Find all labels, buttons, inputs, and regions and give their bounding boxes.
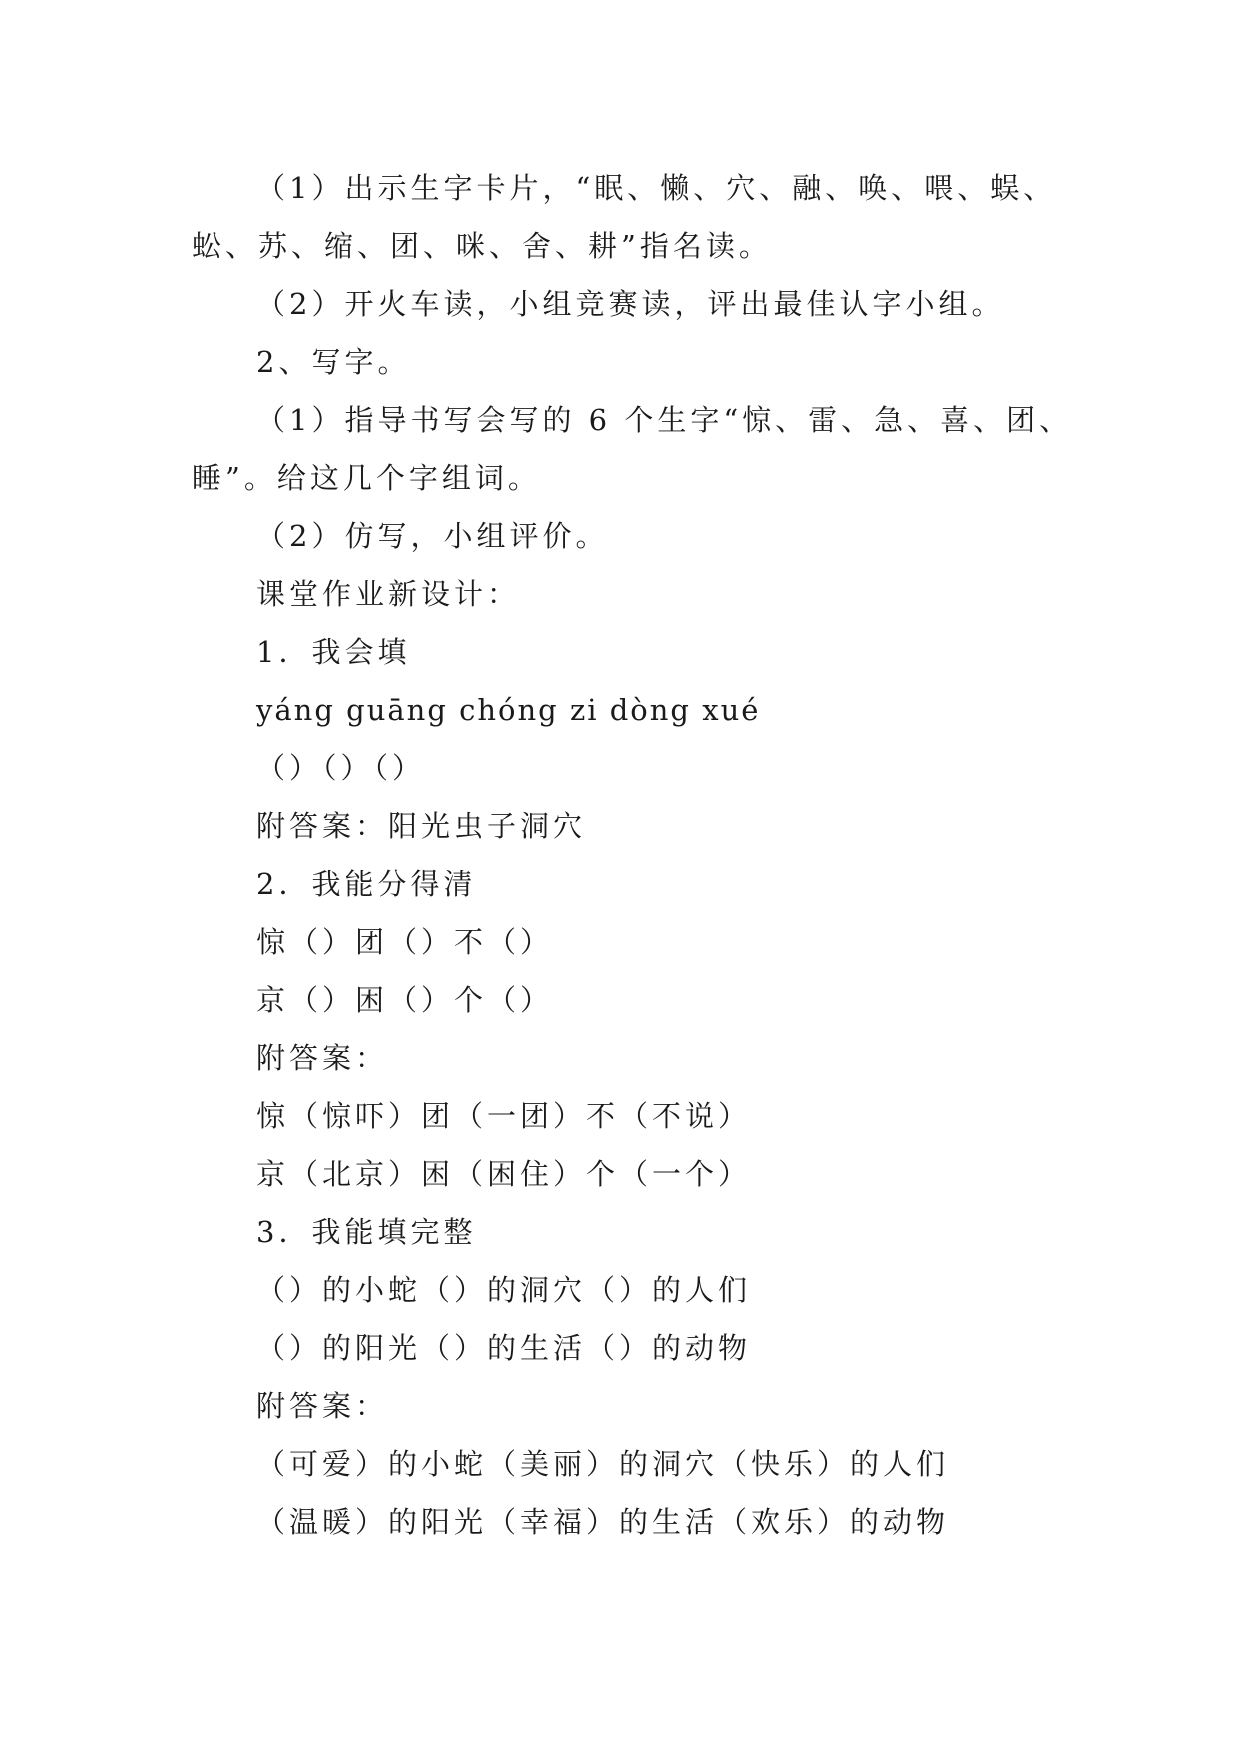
answer-line: 附答案：阳光虫子洞穴 [256, 809, 587, 843]
paragraph-line: （1）指导书写会写的 6 个生字“惊、雷、急、喜、团、 [256, 403, 1073, 437]
answer-label: 附答案： [256, 1389, 389, 1423]
paragraph-line: （2）仿写，小组评价。 [256, 519, 609, 553]
paragraph-line: 睡”。给这几个字组词。 [192, 461, 541, 495]
paragraph-line: （1）出示生字卡片，“眠、懒、穴、融、唤、喂、蜈、 [256, 171, 1057, 205]
pinyin-line: yáng guāng chóng zi dòng xué [256, 693, 761, 727]
section-heading: 课堂作业新设计： [256, 577, 521, 611]
blank-line: 京（）困（）个（） [256, 983, 554, 1017]
blank-line: （）的小蛇（）的洞穴（）的人们 [256, 1273, 752, 1307]
blank-line: 惊（）团（）不（） [256, 925, 554, 959]
paragraph-line: （2）开火车读，小组竞赛读，评出最佳认字小组。 [256, 287, 1005, 321]
answer-line: （温暖）的阳光（幸福）的生活（欢乐）的动物 [256, 1505, 950, 1539]
answer-line: 京（北京）困（困住）个（一个） [256, 1157, 752, 1191]
answer-label: 附答案： [256, 1041, 389, 1075]
answer-line: （可爱）的小蛇（美丽）的洞穴（快乐）的人们 [256, 1447, 950, 1481]
exercise-title: 3．我能填完整 [256, 1215, 477, 1249]
paragraph-line: 蚣、苏、缩、团、咪、舍、耕”指名读。 [192, 229, 772, 263]
blank-line: （）（）（） [256, 751, 426, 785]
paragraph-line: 2、写字。 [256, 345, 411, 379]
answer-line: 惊（惊吓）团（一团）不（不说） [256, 1099, 752, 1133]
exercise-title: 2．我能分得清 [256, 867, 477, 901]
exercise-title: 1．我会填 [256, 635, 411, 669]
blank-line: （）的阳光（）的生活（）的动物 [256, 1331, 752, 1365]
